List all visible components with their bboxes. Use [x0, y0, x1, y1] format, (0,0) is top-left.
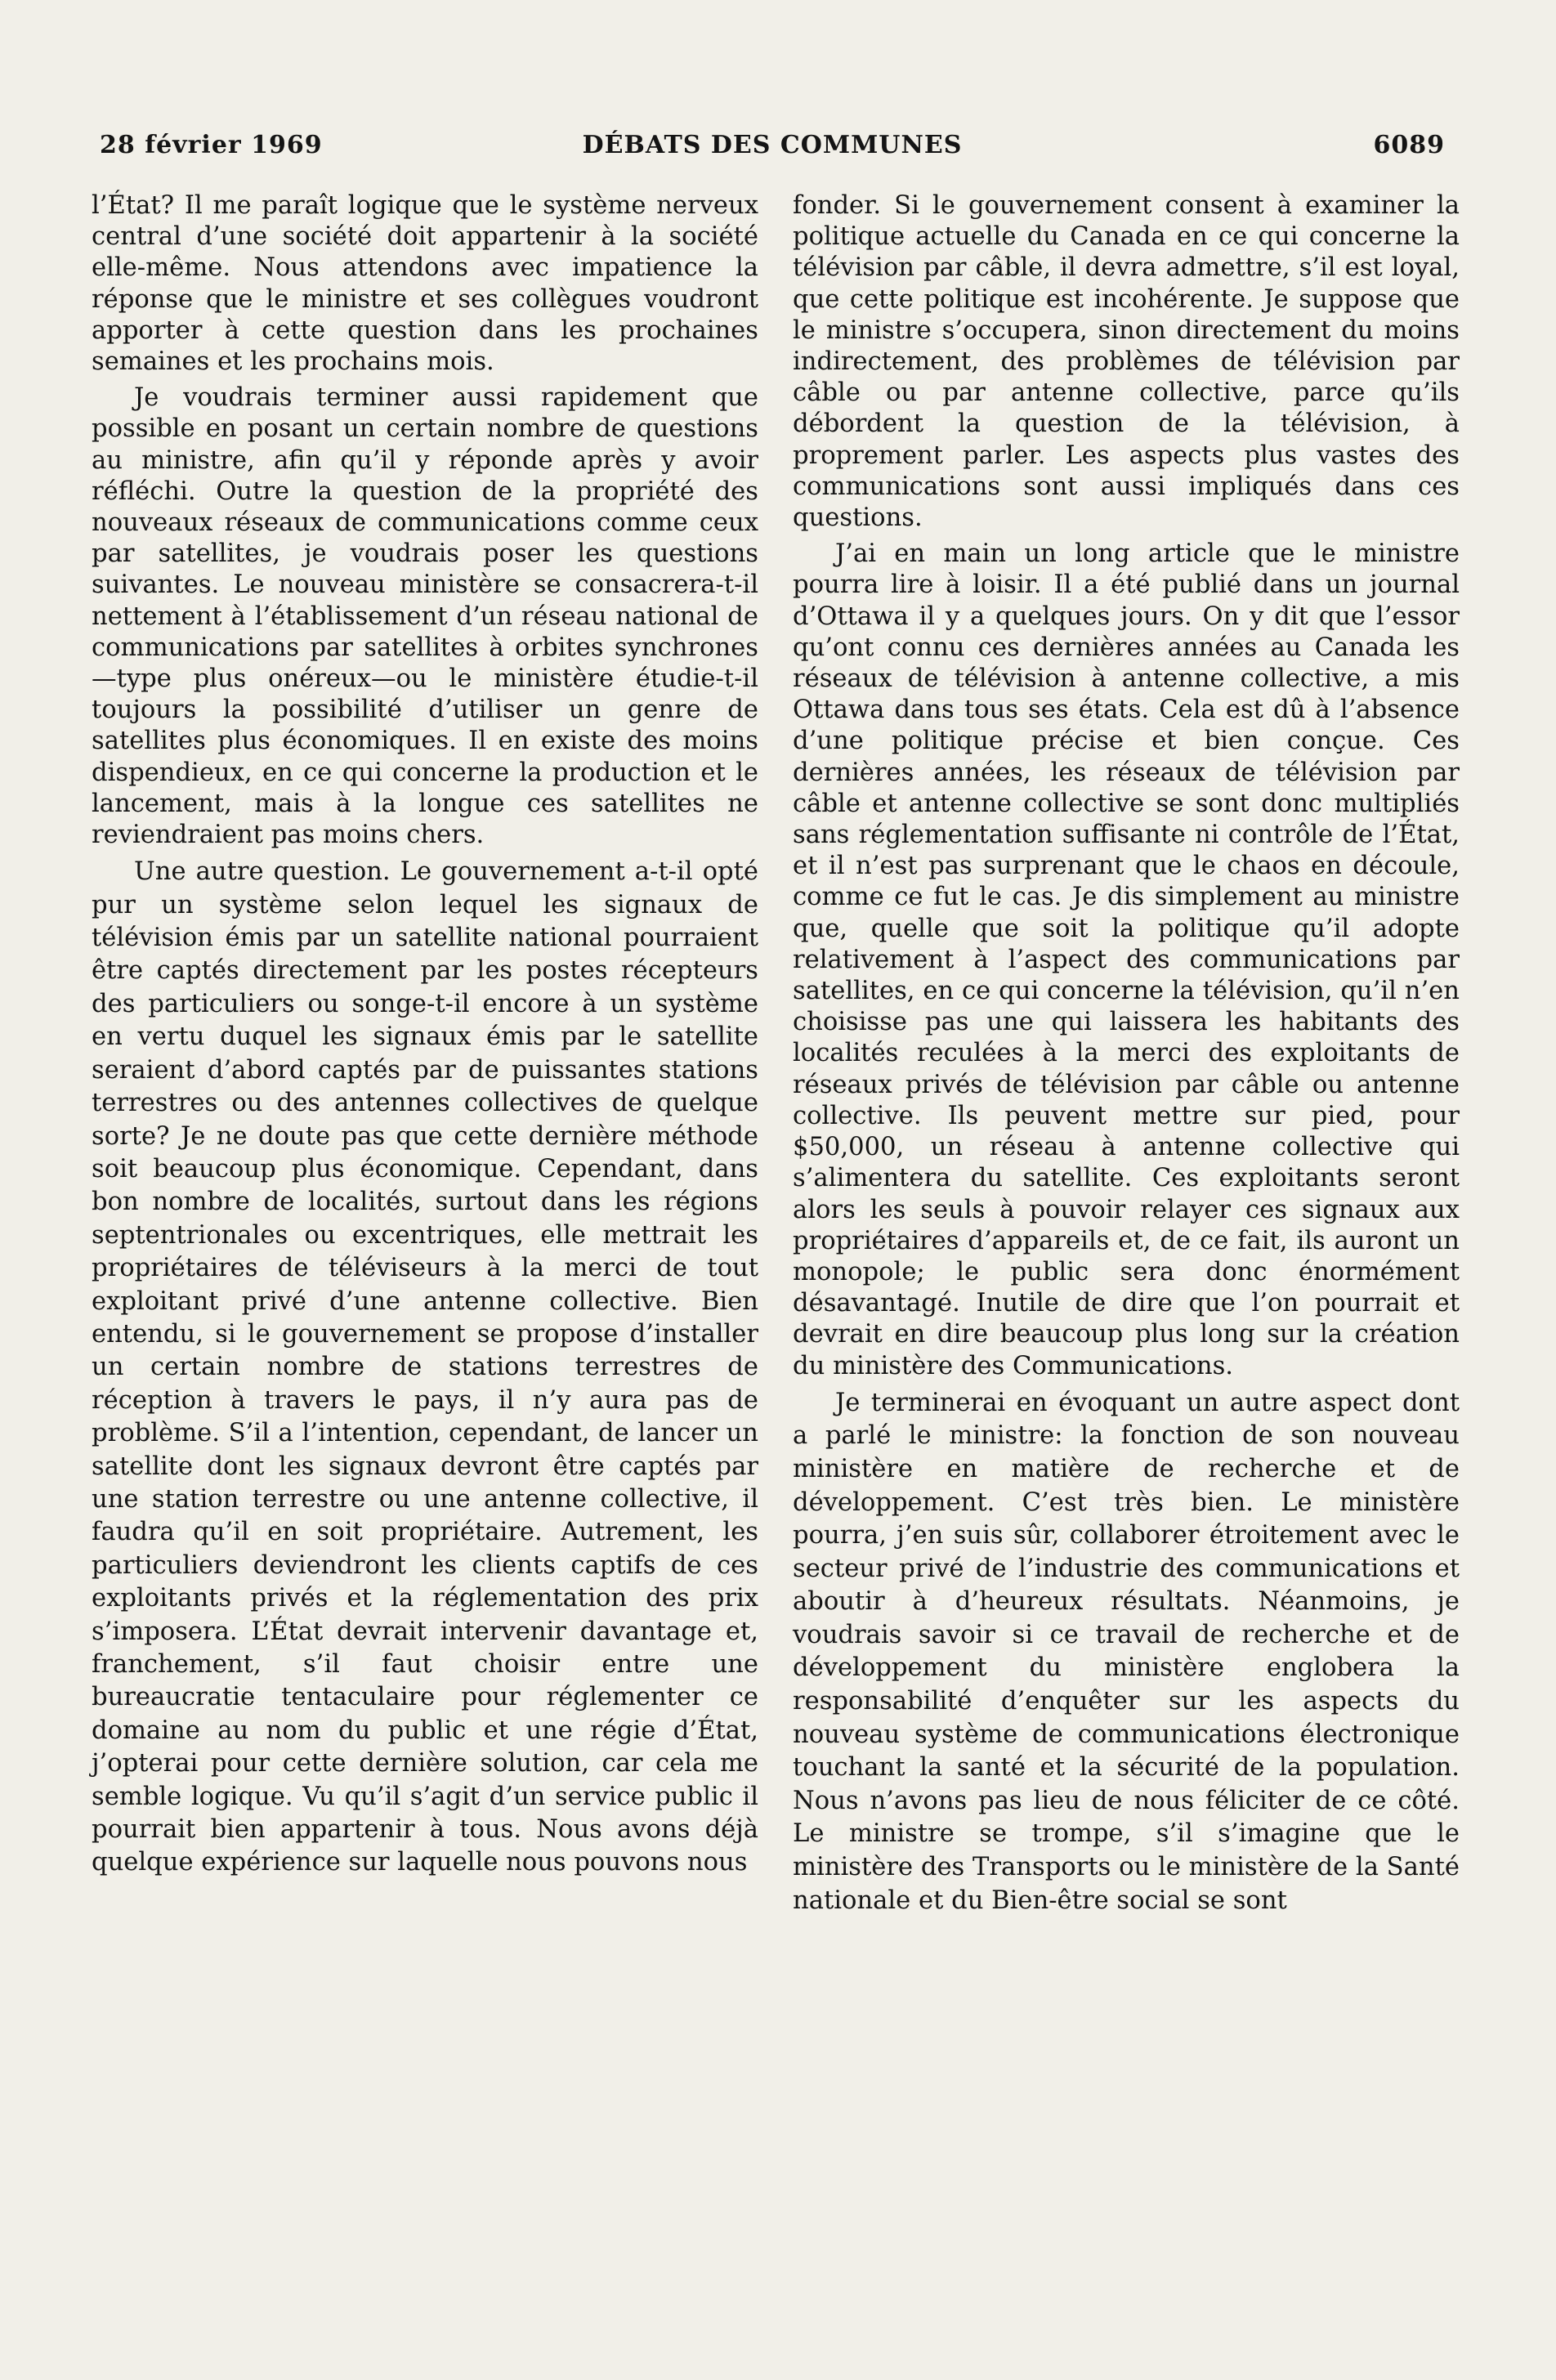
left-paragraph-2: Je voudrais terminer aussi rapidement que possible en posant un certain nombre de questions au ministre, afin qu’il y réponde après y avoir réfléchi. Outre la question de la propriété des nouveaux réseaux de communications comme ceux par satellites, je voudrais poser les questions suivantes. Le nouveau ministère se consacrera-t-il nettement à l’établissement d’un réseau national de communications par satellites à orbites synchrones—type plus onéreux—ou le ministère étudie-t-il toujours la possibilité d’utiliser un genre de satellites plus économiques. Il en existe des moins dispendieux, en ce qui concerne la production et le lancement, mais à la longue ces satellites ne reviendraient pas moins chers. [92, 383, 758, 850]
page-header [100, 131, 1445, 172]
header-title: DÉBATS DES COMMUNES [582, 131, 963, 159]
right-column [793, 190, 1460, 1922]
left-paragraph-1: l’État? Il me paraît logique que le système nerveux central d’une société doit appartenir à la société elle-même. Nous attendons avec impatience la réponse que le ministre et ses collègues voudront apporter à cette question dans les prochaines semaines et les prochains mois. [92, 191, 758, 377]
right-paragraph-1: fonder. Si le gouvernement consent à examiner la politique actuelle du Canada en ce qui concerne la télévision par câble, il devra admettre, s’il est loyal, que cette politique est incohérente. Je suppose que le ministre s’occupera, sinon directement du moins indirectement, des problèmes de télévision par câble ou par antenne collective, parce qu’ils débordent la question de la télévision, à proprement parler. Les aspects plus vastes des communications sont aussi impliqués dans ces questions. [793, 191, 1460, 533]
header-date: 28 février 1969 [100, 131, 323, 159]
header-page-number: 6089 [1373, 131, 1445, 159]
right-paragraph-3: Je terminerai en évoquant un autre aspect dont a parlé le ministre: la fonction de son nouveau ministère en matière de recherche et de développement. C’est très bien. Le ministère pourra, j’en suis sûr, collaborer étroitement avec le secteur privé de l’industrie des communications et aboutir à d’heureux résultats. Néanmoins, je voudrais savoir si ce travail de recherche et de développement du ministère englobera la responsabilité d’enquêter sur les aspects du nouveau système de communications électronique touchant la santé et la sécurité de la population. Nous n’avons pas lieu de nous féliciter de ce côté. Le ministre se trompe, s’il s’imagine que le ministère des Transports ou le ministère de la Santé nationale et du Bien-être social se sont [793, 1388, 1460, 1915]
left-paragraph-3: Une autre question. Le gouvernement a-t-il opté pur un système selon lequel les signaux de télévision émis par un satellite national pourraient être captés directement par les postes récepteurs des particuliers ou songe-t-il encore à un système en vertu duquel les signaux émis par le satellite seraient d’abord captés par de puissantes stations terrestres ou des antennes collectives de quelque sorte? Je ne doute pas que cette dernière méthode soit beaucoup plus économique. Cependant, dans bon nombre de localités, surtout dans les régions septentrionales ou excentriques, elle mettrait les propriétaires de téléviseurs à la merci de tout exploitant privé d’une antenne collective. Bien entendu, si le gouvernement se propose d’installer un certain nombre de stations terrestres de réception à travers le pays, il n’y aura pas de problème. S’il a l’intention, cependant, de lancer un satellite dont les signaux devront être captés par une station terrestre ou une antenne collective, il faudra qu’il en soit propriétaire. Autrement, les particuliers deviendront les clients captifs de ces exploitants privés et la réglementation des prix s’imposera. L’État devrait intervenir davantage et, franchement, s’il faut choisir entre une bureaucratie tentaculaire pour réglementer ce domaine au nom du public et une régie d’État, j’opterai pour cette dernière solution, car cela me semble logique. Vu qu’il s’agit d’un service public il pourrait bien appartenir à tous. Nous avons déjà quelque expérience sur laquelle nous pouvons nous [92, 857, 758, 1877]
right-paragraph-2: J’ai en main un long article que le ministre pourra lire à loisir. Il a été publié dans un journal d’Ottawa il y a quelques jours. On y dit que l’essor qu’ont connu ces dernières années au Canada les réseaux de télévision à antenne collective, a mis Ottawa dans tous ses états. Cela est dû à l’absence d’une politique précise et bien conçue. Ces dernières années, les réseaux de télévision par câble et antenne collective se sont donc multipliés sans réglementation suffisante ni contrôle de l’État, et il n’est pas surprenant que le chaos en découle, comme ce fut le cas. Je dis simplement au ministre que, quelle que soit la politique qu’il adopte relativement à l’aspect des communications par satellites, en ce qui concerne la télévision, qu’il n’en choisisse pas une qui laissera les habitants des localités reculées à la merci des exploitants de réseaux privés de télévision par câble ou antenne collective. Ils peuvent mettre sur pied, pour $50,000, un réseau à antenne collective qui s’alimentera du satellite. Ces exploitants seront alors les seuls à pouvoir relayer ces signaux aux propriétaires d’appareils et, de ce fait, ils auront un monopole; le public sera donc énormément désavantagé. Inutile de dire que l’on pourrait et devrait en dire beaucoup plus long sur la création du ministère des Communications. [793, 539, 1460, 1380]
left-column [92, 190, 758, 1885]
